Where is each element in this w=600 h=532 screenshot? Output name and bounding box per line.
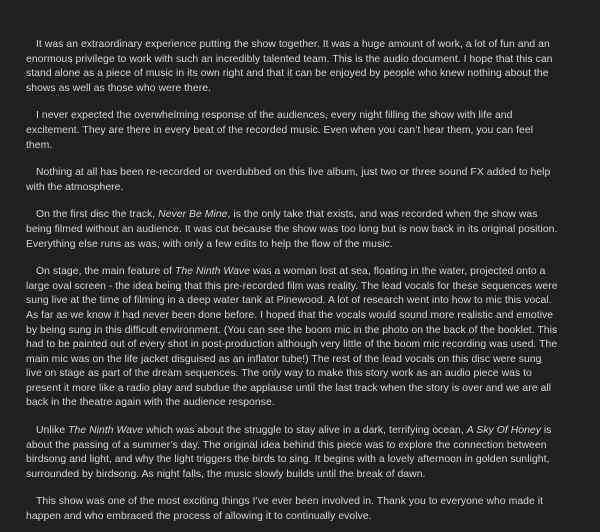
paragraph-text: Unlike: [36, 425, 69, 437]
paragraph-text: which was about the struggle to stay alive in a dark, terrifying ocean,: [143, 425, 467, 437]
paragraph-text: is about the passing of a summer’s day. The original idea behind this piece was to explore the connection between birdsong and light, and why the light triggers the birds to sing. It begins with a lovely afternoon in golden sunlight, surrounded by birdsong. As night falls, the music slowly builds until the break of dawn.: [26, 425, 552, 480]
paragraph-text: , is the only take that exists, and was recorded when the show was being filmed without an audience. It was cut because the show was too long but is now back in its original position. Everything else runs as was, with only a few edits to help the flow of the music.: [26, 209, 558, 250]
paragraph-4: [26, 208, 560, 252]
paragraph-5: [26, 265, 560, 411]
paragraph-text: On the first disc the track,: [36, 209, 159, 221]
paragraph-text: It was an extraordinary experience putting the show together. It was a huge amount of work, a lot of fun and an enormous privilege to work with such an incredibly talented team. This is the audio document. I hope that this can stand alone as a piece of music in its own right and that it can be enjoyed by people who knew nothing about the shows as well as those who were there.: [26, 39, 553, 94]
paragraph-3: [26, 166, 560, 195]
paragraph-1: [26, 38, 560, 96]
paragraph-text: This show was one of the most exciting things I’ve ever been involved in. Thank you to everyone who made it happen and who embraced the process of allowing it to continually evolve.: [26, 496, 544, 523]
work-title: A Sky Of Honey: [466, 425, 541, 437]
paragraph-text: On stage, the main feature of: [36, 266, 175, 278]
paragraph-2: [26, 109, 560, 153]
paragraph-text: was a woman lost at sea, floating in the water, projected onto a large oval screen - the idea being that this pre-recorded film was reality. The lead vocals for these sequences were sung live at the time of filming in a deep water tank at Pinewood. A lot of research went into how to mic this vocal. As far as we know it had never been done before. I hoped that the vocals would sound more realistic and emotive by being sung in this difficult environment. (You can see the boom mic in the photo on the back of the booklet. This had to be painted out of every shot in post-production although very little of the boom mic recording was used. The main mic was on the life jacket disguised as an inflator tube!) The rest of the lead vocals on this disc were sung live on stage as part of the dream sequences. The only way to make this story work as an audio piece was to present it more like a radio play and subdue the applause until the last track when the story is over and we are all back in the theatre again with the audience response.: [26, 266, 558, 409]
work-title: The Ninth Wave: [174, 266, 250, 278]
song-title: Never Be Mine: [158, 209, 228, 221]
paragraph-6: [26, 424, 560, 482]
paragraph-text: I never expected the overwhelming response of the audiences, every night filling the show with life and excitement. They are there in every beat of the recorded music. Even when you can’t hear them, you can feel them.: [26, 110, 534, 151]
paragraph-text: Nothing at all has been re-recorded or overdubbed on this live album, just two or three sound FX added to help with the atmosphere.: [26, 167, 551, 193]
paragraph-7: [26, 495, 560, 524]
work-title: The Ninth Wave: [68, 425, 144, 437]
